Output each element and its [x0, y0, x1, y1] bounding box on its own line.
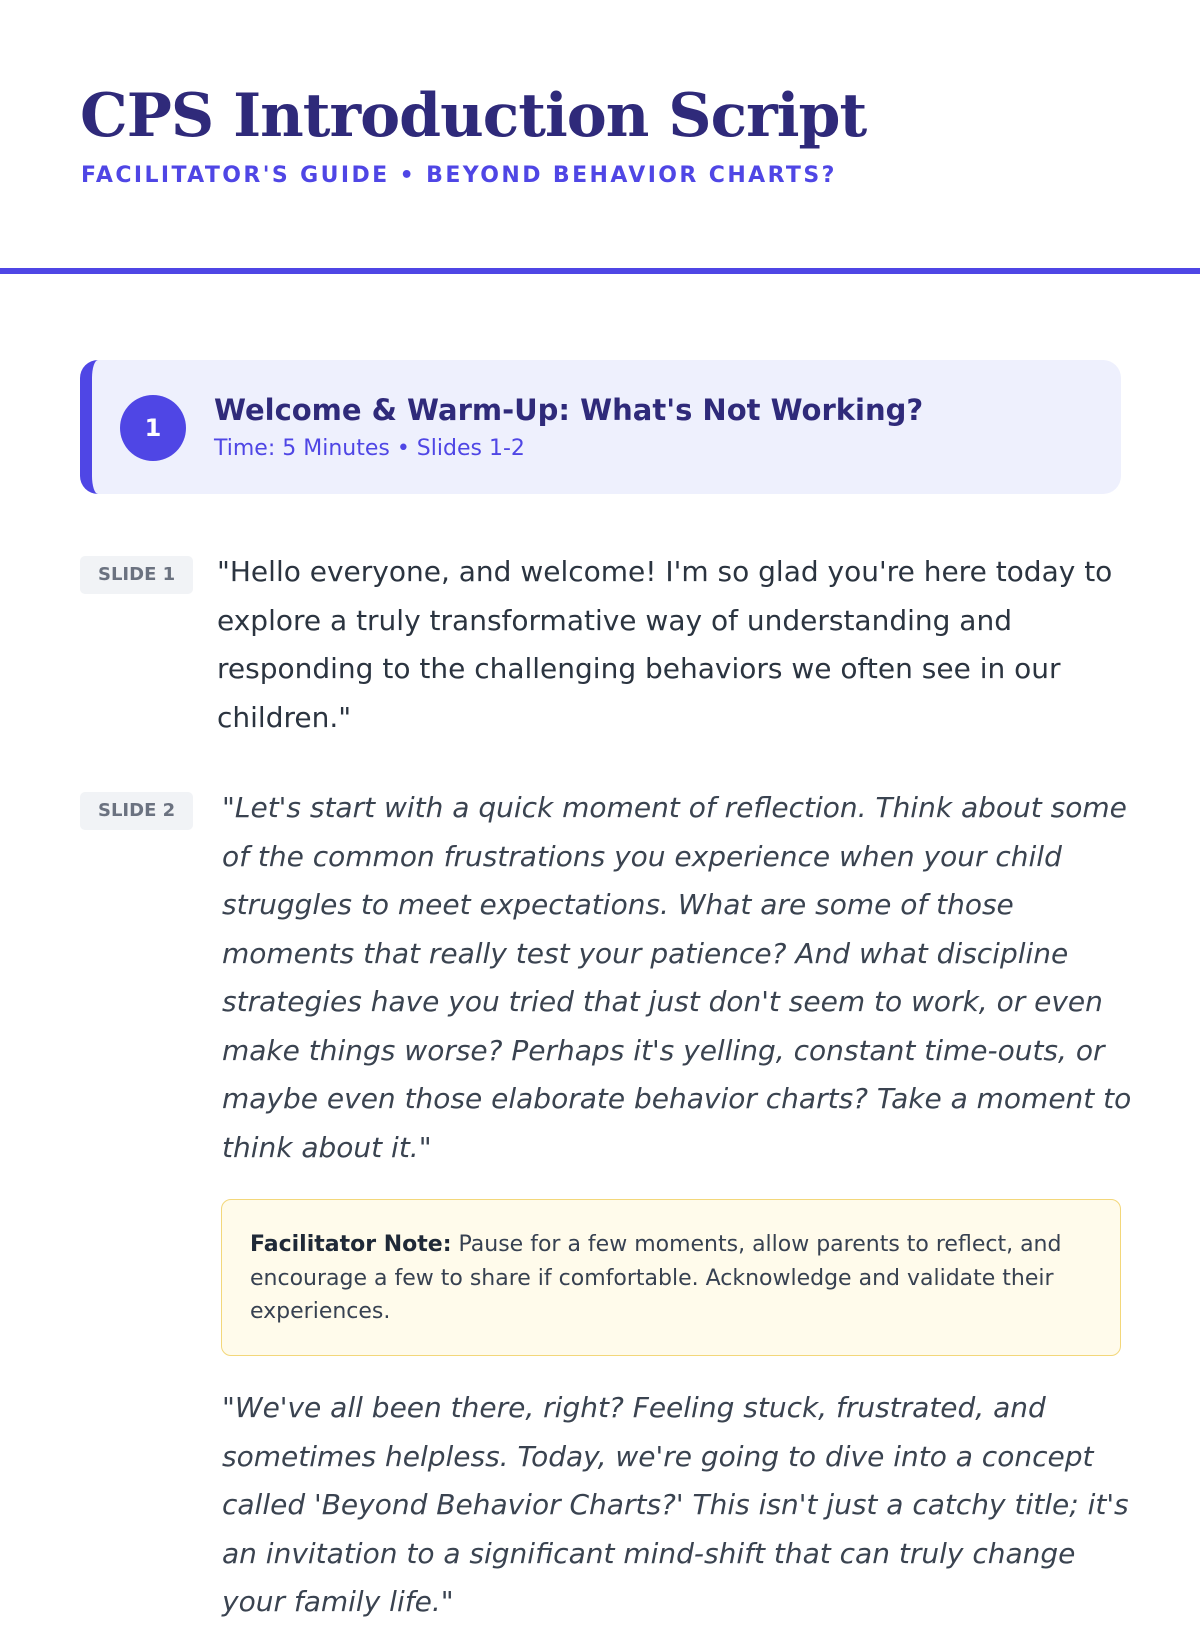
section-time-slides: Time: 5 Minutes • Slides 1-2: [214, 436, 525, 461]
section-title: Welcome & Warm-Up: What's Not Working?: [214, 393, 924, 427]
facilitator-note-text: Pause for a few moments, allow parents to reflect, and encourage a few to share if comfortable. Acknowledge and validate their experiences.: [250, 1232, 1062, 1324]
facilitator-note-label: Facilitator Note:: [250, 1232, 452, 1257]
page-title: CPS Introduction Script: [80, 81, 867, 151]
section-number-badge: 1: [120, 395, 186, 461]
facilitator-note: [221, 1199, 1121, 1356]
page-subtitle: FACILITATOR'S GUIDE • BEYOND BEHAVIOR CHARTS?: [81, 163, 837, 188]
slide-tag-1: SLIDE 1: [80, 556, 193, 594]
slide-tag-2: SLIDE 2: [80, 792, 193, 830]
slide-2-script: "Let's start with a quick moment of reflection. Think about some of the common frustrations you experience when your child struggles to meet expectations. What are some of those moments that really test your patience? And what discipline strategies have you tried that just don't seem to work, or even make things worse? Perhaps it's yelling, constant time-outs, or maybe even those elaborate behavior charts? Take a moment to think about it.": [222, 791, 1132, 1164]
slide-2-script-continued: "We've all been there, right? Feeling stuck, frustrated, and sometimes helpless. Today, we're going to dive into a concept called 'Beyond Behavior Charts?' This isn't just a catchy title; it's an invitation to a significant mind-shift that can truly change your family life.": [222, 1391, 1129, 1618]
slide-1-script: "Hello everyone, and welcome! I'm so glad you're here today to explore a truly transformative way of understanding and responding to the challenging behaviors we often see in our children.": [217, 555, 1113, 734]
section-header-card: [80, 360, 1121, 494]
document-header: [0, 0, 1200, 274]
